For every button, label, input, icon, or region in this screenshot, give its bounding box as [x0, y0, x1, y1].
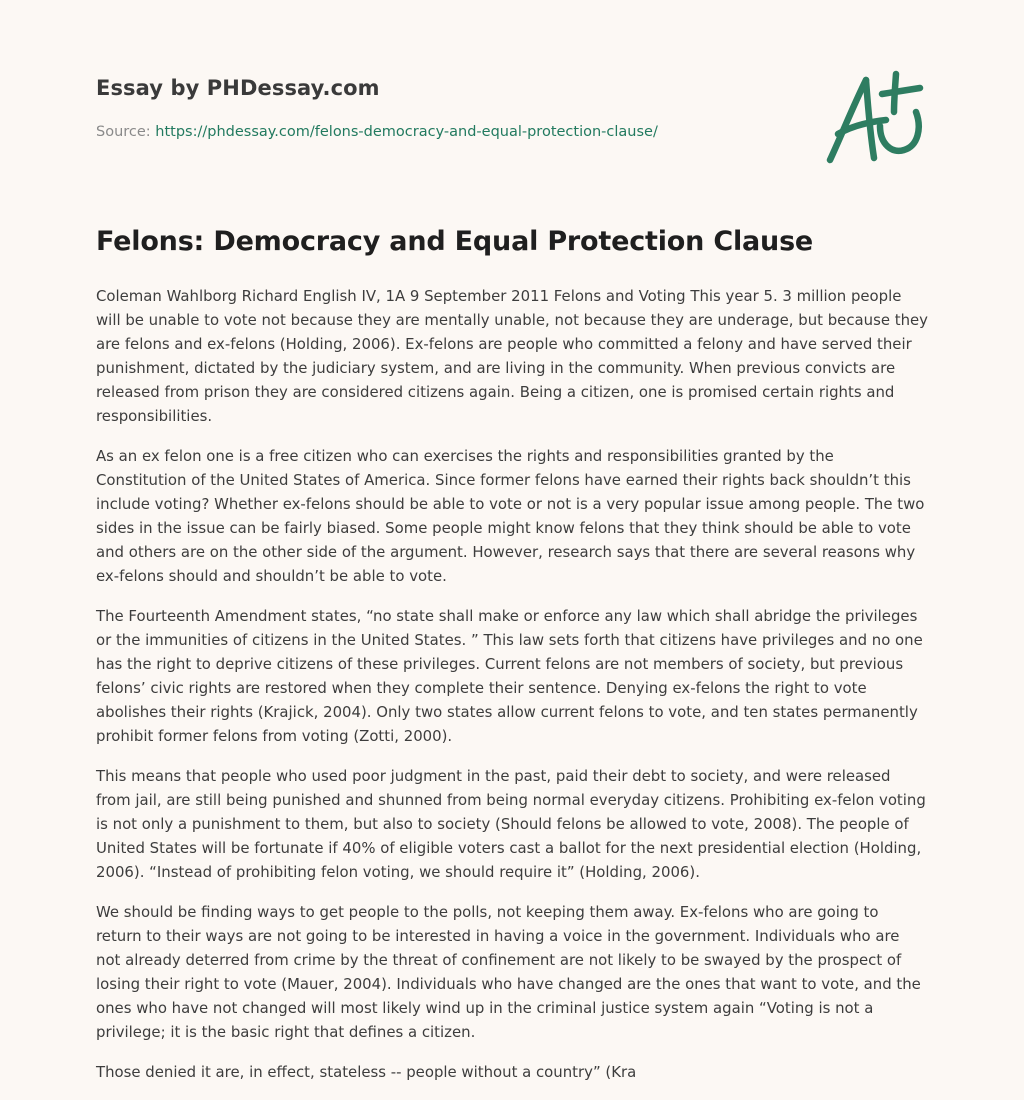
- essay-paragraph: We should be finding ways to get people to the polls, not keeping them away. Ex-felons who are going to return to their ways are not going to be interested in having a voice in the government. Individuals who are not already deterred from crime by the threat of confinement are not likely to be swayed by the prospect of losing their right to vote (Mauer, 2004). Individuals who have changed are the ones that want to vote, and the ones who have not changed will most likely wind up in the criminal justice system again “Voting is not a privilege; it is the basic right that defines a citizen.: [96, 903, 921, 1041]
- site-brand: Essay by PHDessay.com: [96, 76, 380, 100]
- source-label: Source:: [96, 124, 151, 140]
- page-header: [96, 0, 928, 200]
- essay-body: [96, 284, 928, 1100]
- essay-title: Felons: Democracy and Equal Protection Clause: [96, 226, 814, 257]
- a-plus-logo-icon: [824, 68, 926, 164]
- essay-paragraph: This means that people who used poor judgment in the past, paid their debt to society, and were released from jail, are still being punished and shunned from being normal everyday citizens. Prohibiting ex-felon voting is not only a punishment to them, but also to society (Should felons be allowed to vote, 2008). The people of United States will be fortunate if 40% of eligible voters cast a ballot for the next presidential election (Holding, 2006). “Instead of prohibiting felon voting, we should require it” (Holding, 2006).: [96, 767, 926, 881]
- essay-paragraph: The Fourteenth Amendment states, “no state shall make or enforce any law which shall abridge the privileges or the immunities of citizens in the United States. ” This law sets forth that citizens have privileges and no one has the right to deprive citizens of these privileges. Current felons are not members of society, but previous felons’ civic rights are restored when they complete their sentence. Denying ex-felons the right to vote abolishes their rights (Krajick, 2004). Only two states allow current felons to vote, and ten states permanently prohibit former felons from voting (Zotti, 2000).: [96, 607, 923, 745]
- essay-paragraph: As an ex felon one is a free citizen who can exercises the rights and responsibilities granted by the Constitution of the United States of America. Since former felons have earned their rights back shouldn’t this include voting? Whether ex-felons should be able to vote or not is a very popular issue among people. The two sides in the issue can be fairly biased. Some people might know felons that they think should be able to vote and others are on the other side of the argument. However, research says that there are several reasons why ex-felons should and shouldn’t be able to vote.: [96, 447, 925, 585]
- essay-paragraph: Coleman Wahlborg Richard English IV, 1A 9 September 2011 Felons and Voting This year 5. 3 million people will be unable to vote not because they are mentally unable, not because they are underage, but because they are felons and ex-felons (Holding, 2006). Ex-felons are people who committed a felony and have served their punishment, dictated by the judiciary system, and are living in the community. When previous convicts are released from prison they are considered citizens again. Being a citizen, one is promised certain rights and responsibilities.: [96, 287, 928, 425]
- source-link[interactable]: https://phdessay.com/felons-democracy-and-equal-protection-clause/: [155, 124, 658, 140]
- essay-paragraph: Those denied it are, in effect, stateless -- people without a country” (Kra: [96, 1063, 637, 1081]
- source-line: [96, 124, 658, 140]
